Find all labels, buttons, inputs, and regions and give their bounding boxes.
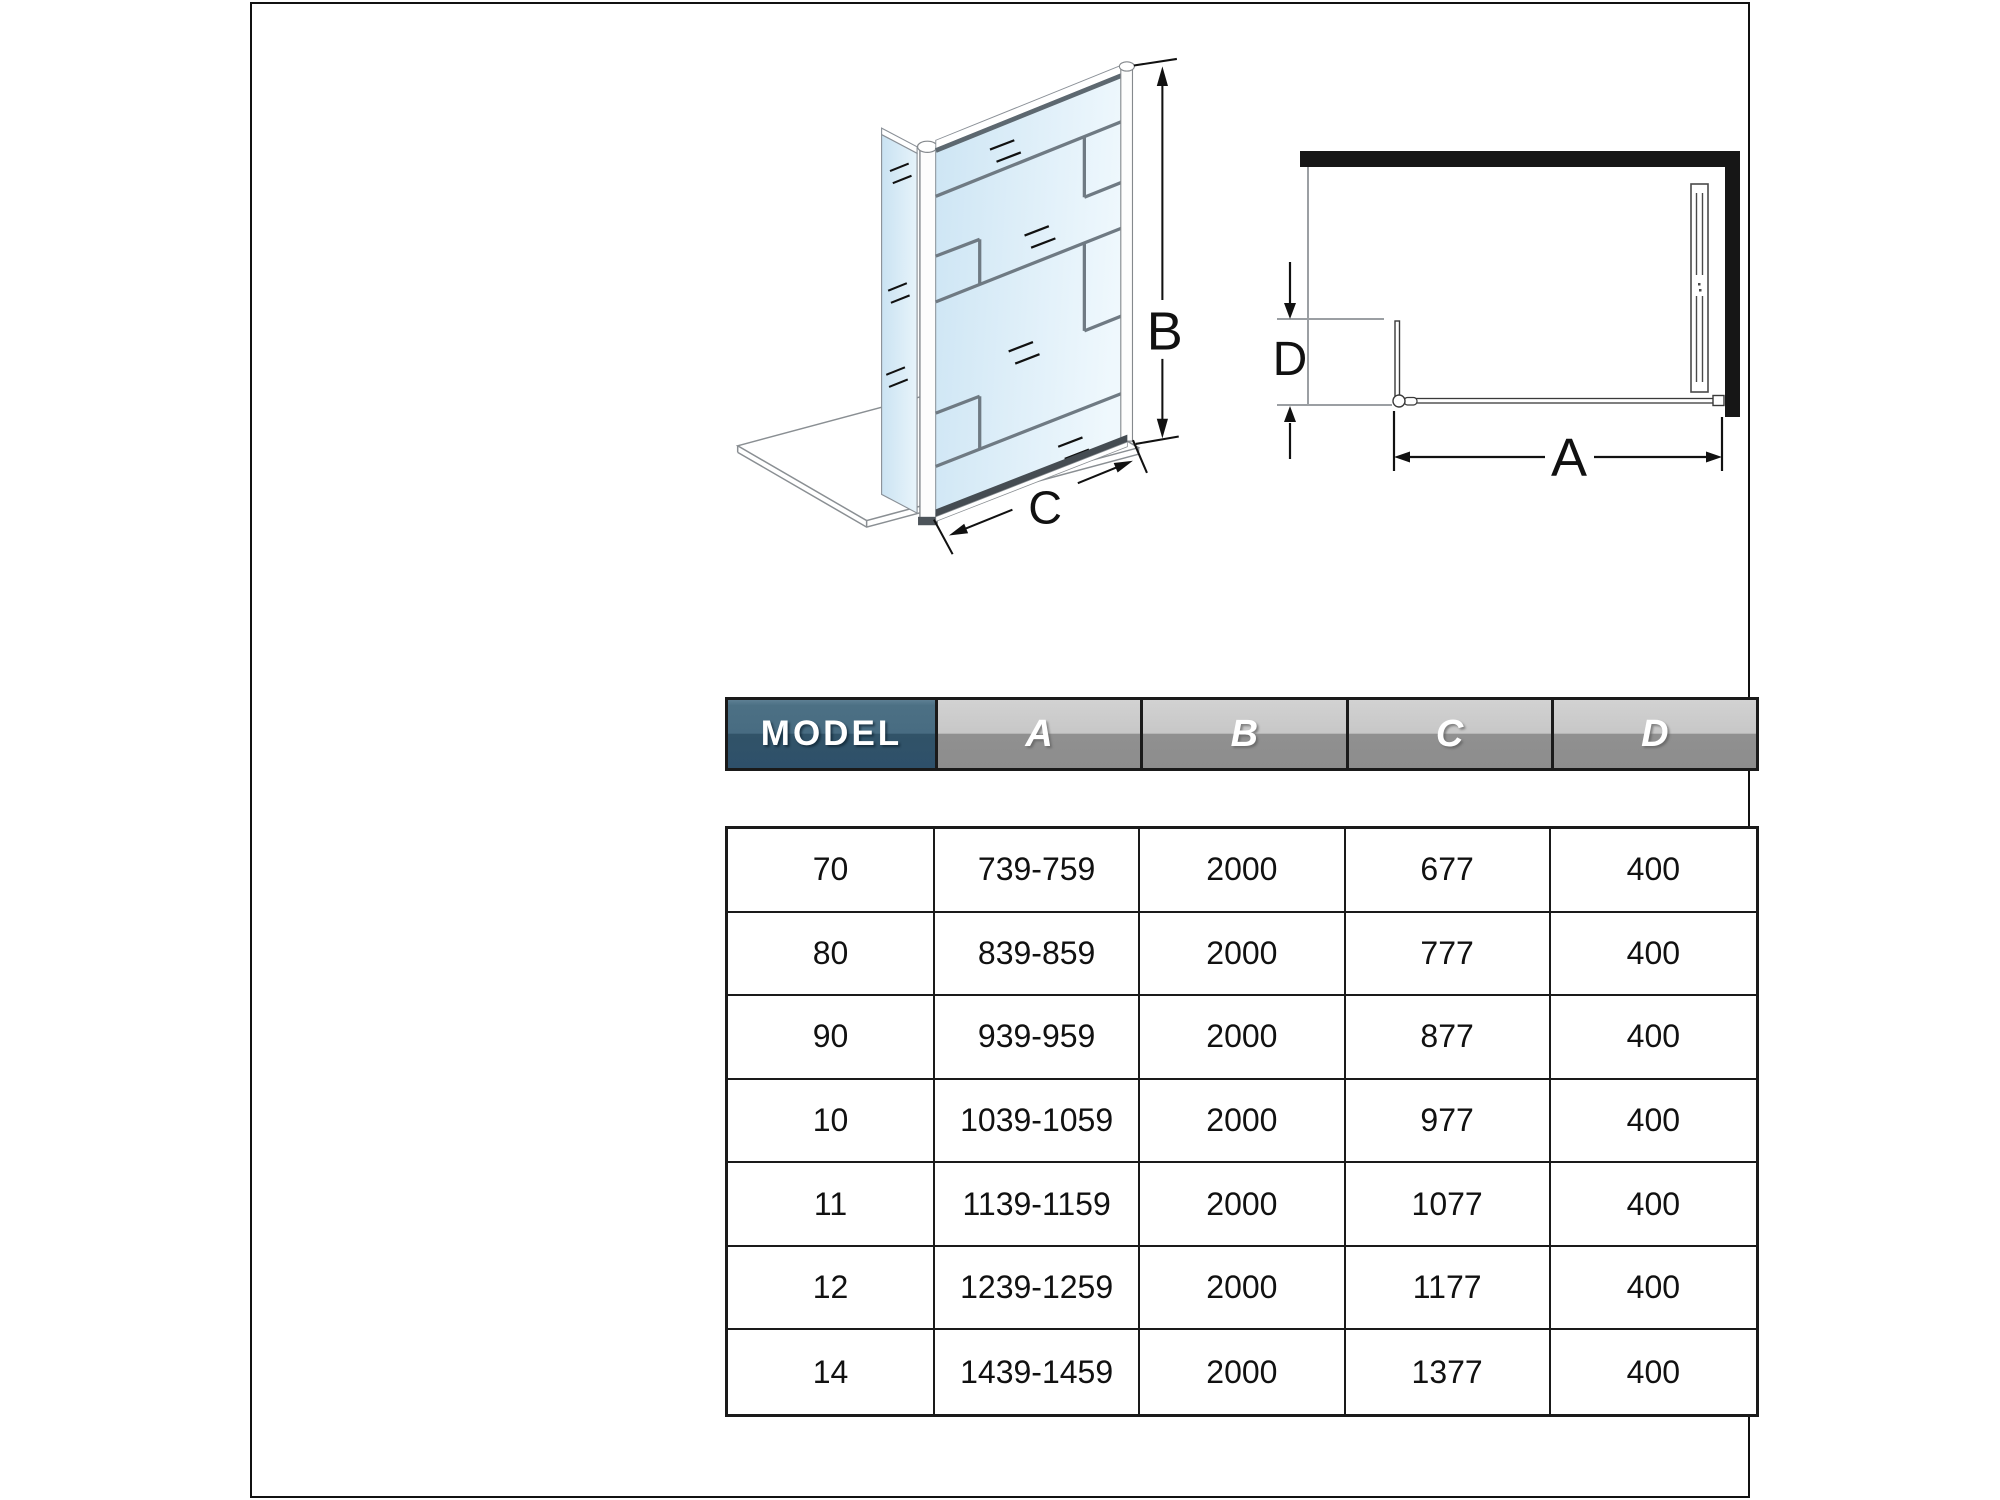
table-cell: 400 xyxy=(1551,1163,1756,1247)
table-cell: 80 xyxy=(728,913,935,997)
table-cell: 1039-1059 xyxy=(935,1080,1140,1164)
table-cell: 400 xyxy=(1551,996,1756,1080)
table-cell: 1239-1259 xyxy=(935,1247,1140,1331)
arrow-down-icon xyxy=(1284,303,1296,319)
right-wall xyxy=(1725,165,1740,417)
table-cell: 1177 xyxy=(1346,1247,1551,1331)
header-cell-c: C xyxy=(1346,700,1551,768)
table-cell: 977 xyxy=(1346,1080,1551,1164)
table-cell: 839-859 xyxy=(935,913,1140,997)
table-cell: 70 xyxy=(728,829,935,913)
glass-panel-plan xyxy=(1393,321,1724,407)
dimension-d-label: D xyxy=(1272,333,1308,386)
arrow-up-icon xyxy=(1284,406,1296,422)
front-view-diagram xyxy=(682,44,1212,614)
dimension-a-label: A xyxy=(1550,428,1588,484)
table-cell: 877 xyxy=(1346,996,1551,1080)
page-border xyxy=(250,2,1750,1498)
table-cell: 10 xyxy=(728,1080,935,1164)
table-cell: 939-959 xyxy=(935,996,1140,1080)
table-cell: 2000 xyxy=(1140,996,1345,1080)
wall-profile xyxy=(1691,184,1708,392)
dimension-d xyxy=(1273,262,1308,459)
table-cell: 2000 xyxy=(1140,1247,1345,1331)
return-panel xyxy=(882,128,918,513)
table-cell: 12 xyxy=(728,1247,935,1331)
arrow-right-icon xyxy=(1706,452,1722,463)
left-wall-profile xyxy=(918,141,938,525)
header-cell-a: A xyxy=(935,700,1140,768)
table-cell: 739-759 xyxy=(935,829,1140,913)
table-cell: 400 xyxy=(1551,1080,1756,1164)
spec-table-body xyxy=(725,826,1759,1417)
table-cell: 2000 xyxy=(1140,913,1345,997)
plan-view-diagram xyxy=(1262,139,1742,484)
dimension-b xyxy=(1134,59,1183,444)
table-cell: 90 xyxy=(728,996,935,1080)
table-cell: 11 xyxy=(728,1163,935,1247)
table-cell: 2000 xyxy=(1140,1163,1345,1247)
wall-bracket xyxy=(1713,396,1724,406)
table-cell: 1439-1459 xyxy=(935,1330,1140,1414)
table-cell: 400 xyxy=(1626,1353,1681,1390)
table-cell: 2000 xyxy=(1140,829,1345,913)
table-cell: 1377 xyxy=(1346,1330,1551,1414)
table-cell: 1139-1159 xyxy=(935,1163,1140,1247)
spec-table-header xyxy=(725,697,1759,771)
table-cell: 777 xyxy=(1346,913,1551,997)
dimension-c-label: C xyxy=(1028,481,1062,534)
arrow-left-down-icon xyxy=(949,524,968,536)
table-cell: 2000 xyxy=(1140,1080,1345,1164)
arrow-down-icon xyxy=(1157,419,1168,439)
arrow-left-icon xyxy=(1394,452,1410,463)
header-cell-model: MODEL xyxy=(728,700,935,768)
glass-panel xyxy=(936,62,1135,522)
dimension-a xyxy=(1394,411,1722,484)
top-wall xyxy=(1300,151,1740,167)
header-cell-d: D xyxy=(1551,700,1756,768)
dimension-b-label: B xyxy=(1146,301,1183,362)
header-cell-b: B xyxy=(1140,700,1345,768)
table-cell: 400 xyxy=(1551,829,1756,913)
table-cell: 400 xyxy=(1551,913,1756,997)
table-cell: 14 xyxy=(728,1330,935,1414)
return-flap-plan xyxy=(1395,321,1400,397)
hinge-joint xyxy=(1393,395,1405,407)
table-cell: 677 xyxy=(1346,829,1551,913)
right-wall-profile xyxy=(1119,62,1134,441)
arrow-up-icon xyxy=(1157,66,1168,86)
table-cell: 2000 xyxy=(1140,1330,1345,1414)
table-cell: 400 xyxy=(1551,1247,1756,1331)
arrow-right-up-icon xyxy=(1114,461,1133,473)
table-cell: 1077 xyxy=(1346,1163,1551,1247)
